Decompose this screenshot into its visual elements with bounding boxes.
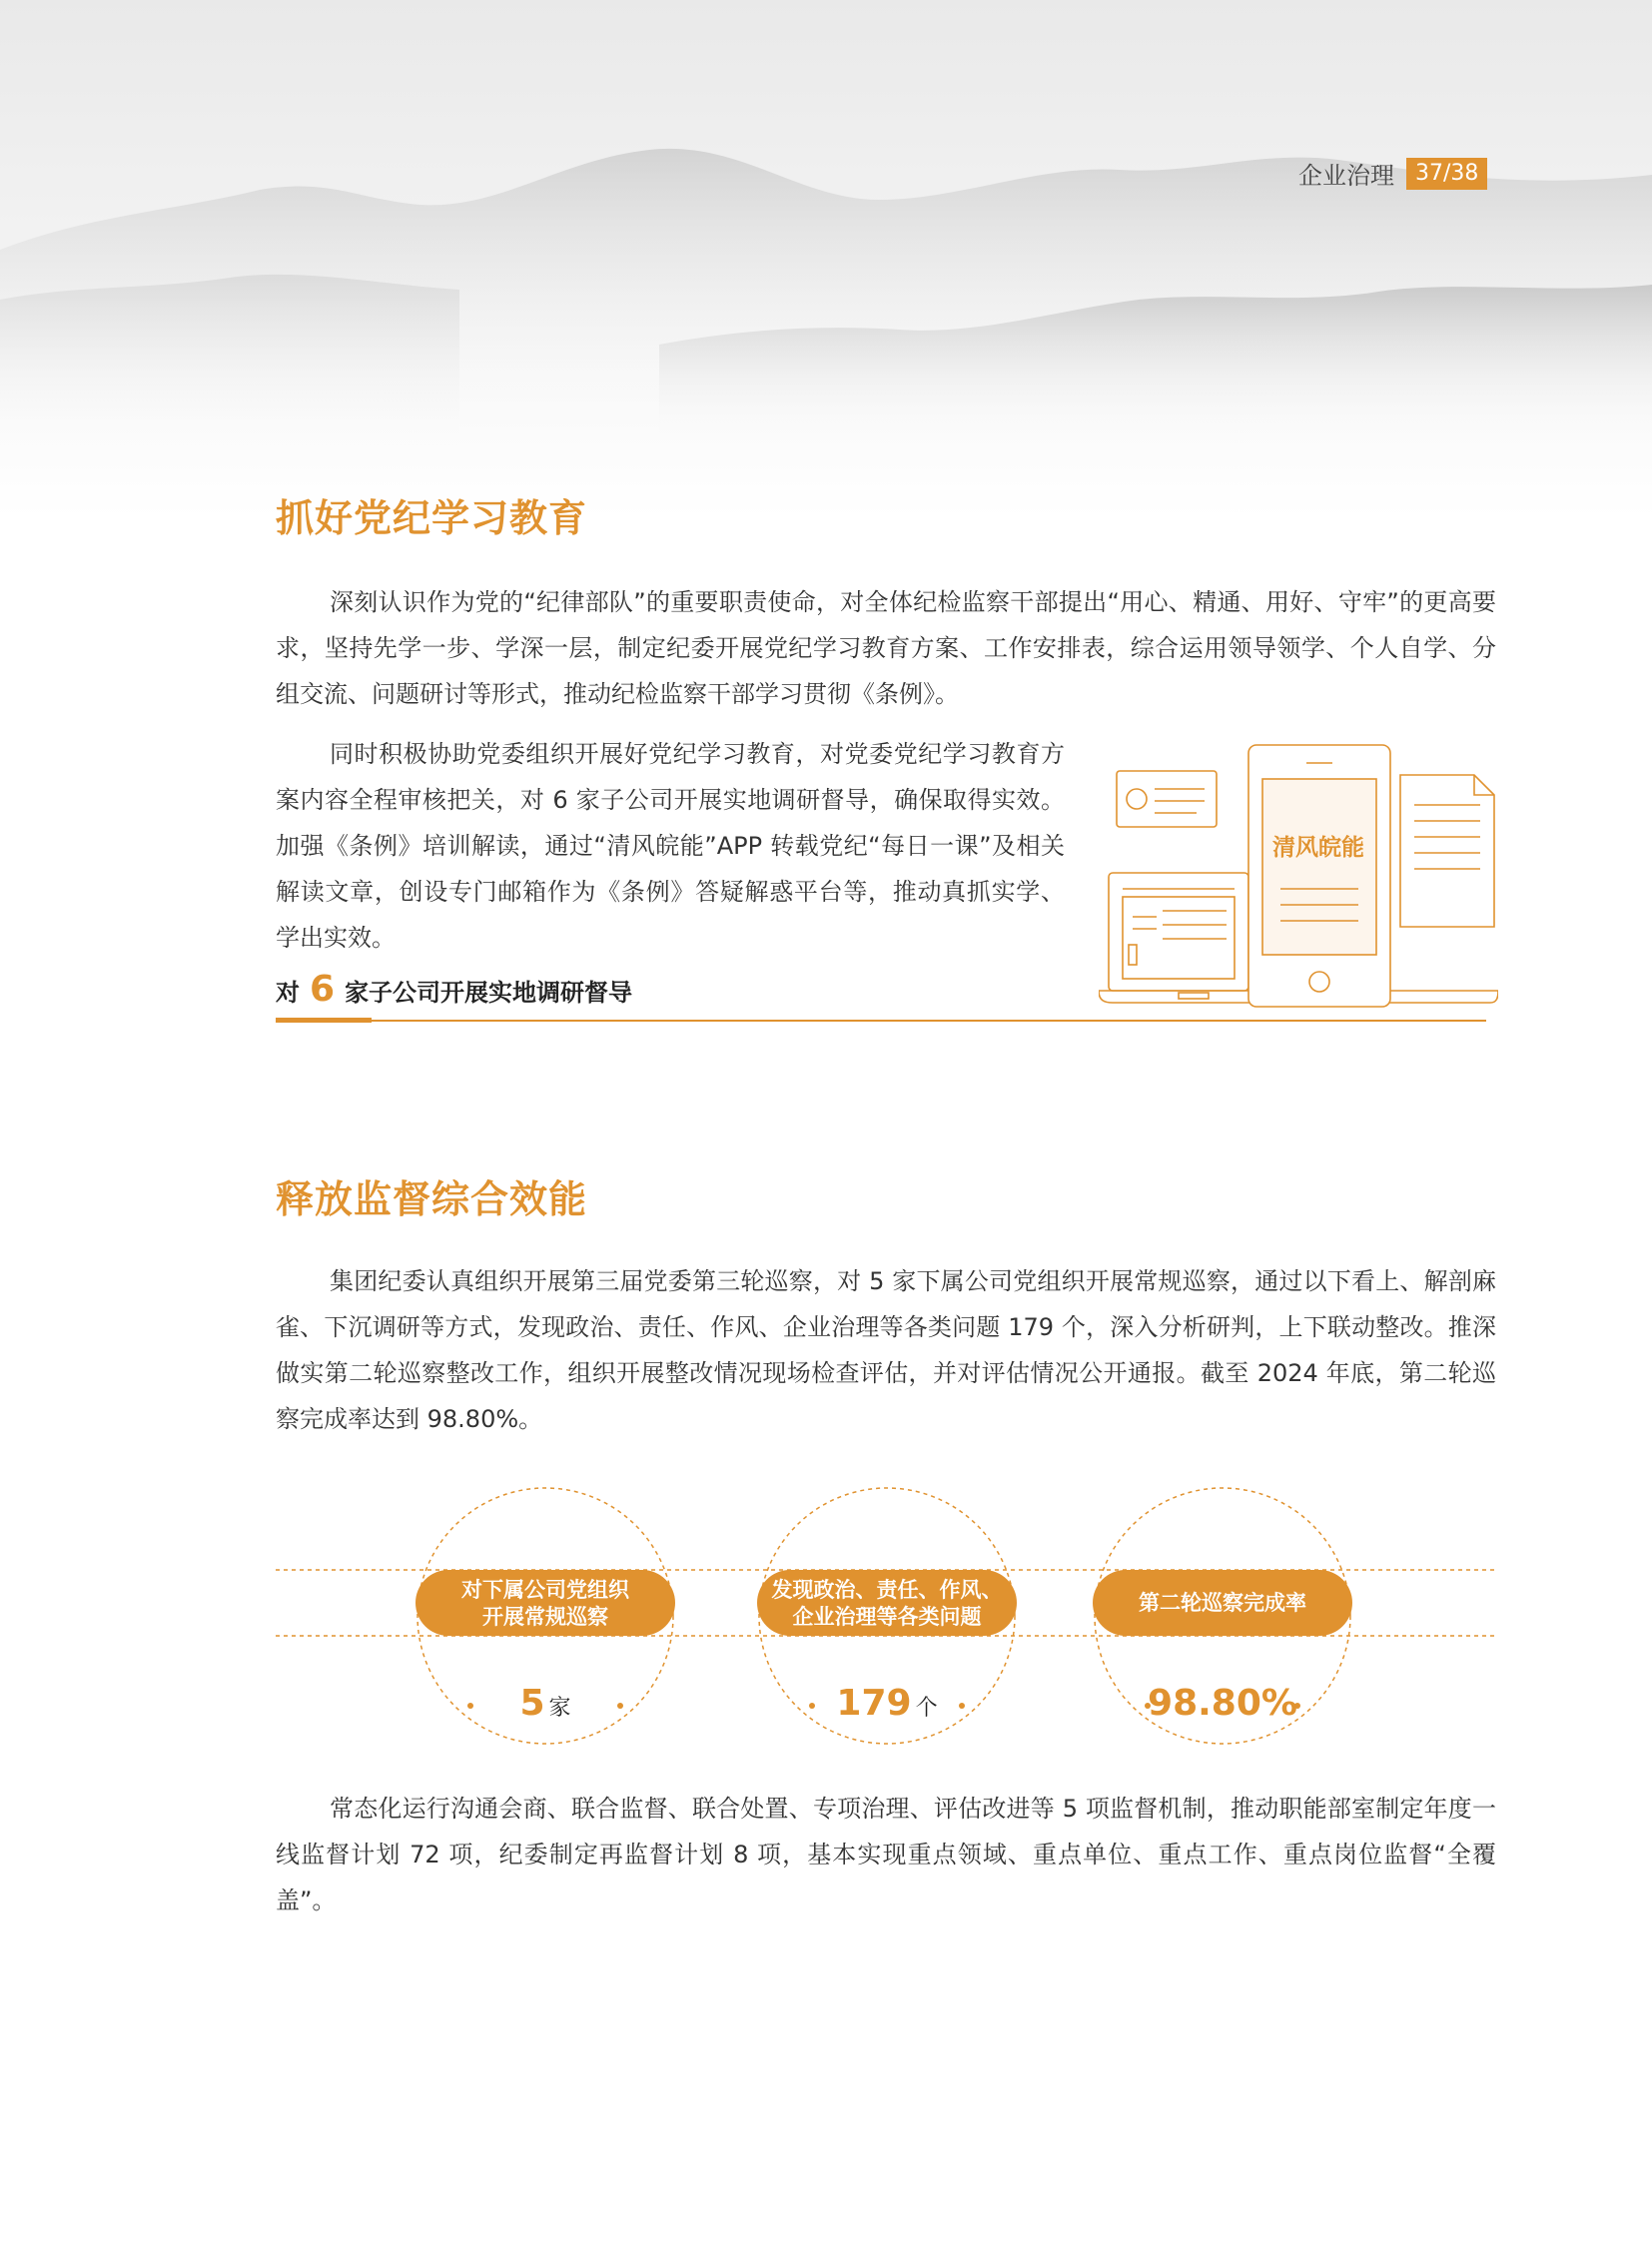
page-header — [1298, 156, 1487, 191]
header-section-title: 企业治理 — [1298, 162, 1394, 190]
stat-label-line: 企业治理等各类问题 — [792, 1605, 982, 1629]
paragraph: 常态化运行沟通会商、联合监督、联合处置、专项治理、评估改进等 5 项监督机制，推动职能部室制定年度一线监督计划 72 项，纪委制定再监督计划 8 项，基本实现重点领域、重点单位、重点工作、重点岗位监督“全覆盖”。 — [276, 1795, 1496, 1914]
app-brand-label: 清风皖能 — [1272, 835, 1364, 861]
stat-value-completion — [1123, 1683, 1322, 1724]
section-title-supervision: 释放监督综合效能 — [276, 1177, 588, 1221]
stat-label-line: 对下属公司党组织 — [461, 1578, 629, 1602]
stat-number: 179 — [836, 1683, 912, 1724]
highlight-number: 6 — [310, 969, 336, 1010]
stat-label-problems-found — [762, 1577, 1012, 1631]
stat-label-completion-rate — [1098, 1590, 1347, 1617]
page-number-badge: 37/38 — [1406, 158, 1487, 190]
stat-label-line: 第二轮巡察完成率 — [1139, 1591, 1306, 1615]
highlight-suffix: 家子公司开展实地调研督导 — [345, 979, 633, 1007]
stat-label-line: 开展常规巡察 — [482, 1605, 608, 1629]
app-illustration — [1099, 739, 1498, 1019]
section-title-party-discipline: 抓好党纪学习教育 — [276, 496, 588, 540]
divider — [276, 1020, 1486, 1022]
stat-number: 98.80% — [1148, 1683, 1297, 1724]
stat-number: 5 — [519, 1683, 545, 1724]
divider-accent — [276, 1018, 372, 1023]
highlight-prefix: 对 — [276, 979, 300, 1007]
stat-value-problems — [787, 1683, 987, 1724]
stat-unit: 家 — [548, 1696, 571, 1721]
paragraph: 集团纪委认真组织开展第三届党委第三轮巡察，对 5 家下属公司党组织开展常规巡察，通过以下看上、解剖麻雀、下沉调研等方式，发现政治、责任、作风、企业治理等各类问题 179 个，深入分析研判，上下联动整改。推深做实第二轮巡察整改工作，组织开展整改情况现场检查评估，并对评估情况公开通报。截至 2024 年底，第二轮巡察完成率达到 98.80%。 — [276, 1267, 1496, 1433]
highlight-caption — [276, 969, 632, 1010]
paragraph: 同时积极协助党委组织开展好党纪学习教育，对党委党纪学习教育方案内容全程审核把关，对 6 家子公司开展实地调研督导，确保取得实效。加强《条例》培训解读，通过“清风皖能”APP 转载党纪“每日一课”及相关解读文章，创设专门邮箱作为《条例》答疑解惑平台等，推动真抓实学、学出实效。 — [276, 740, 1065, 952]
mountain-background — [0, 0, 1652, 519]
stat-unit: 个 — [915, 1696, 938, 1721]
stat-value-companies — [445, 1683, 645, 1724]
stat-label-line: 发现政治、责任、作风、 — [771, 1578, 1003, 1602]
paragraph: 深刻认识作为党的“纪律部队”的重要职责使命，对全体纪检监察干部提出“用心、精通、用好、守牢”的更高要求，坚持先学一步、学深一层，制定纪委开展党纪学习教育方案、工作安排表，综合运用领导领学、个人自学、分组交流、问题研讨等形式，推动纪检监察干部学习贯彻《条例》。 — [276, 588, 1496, 708]
stat-label-inspected-companies — [420, 1577, 670, 1631]
